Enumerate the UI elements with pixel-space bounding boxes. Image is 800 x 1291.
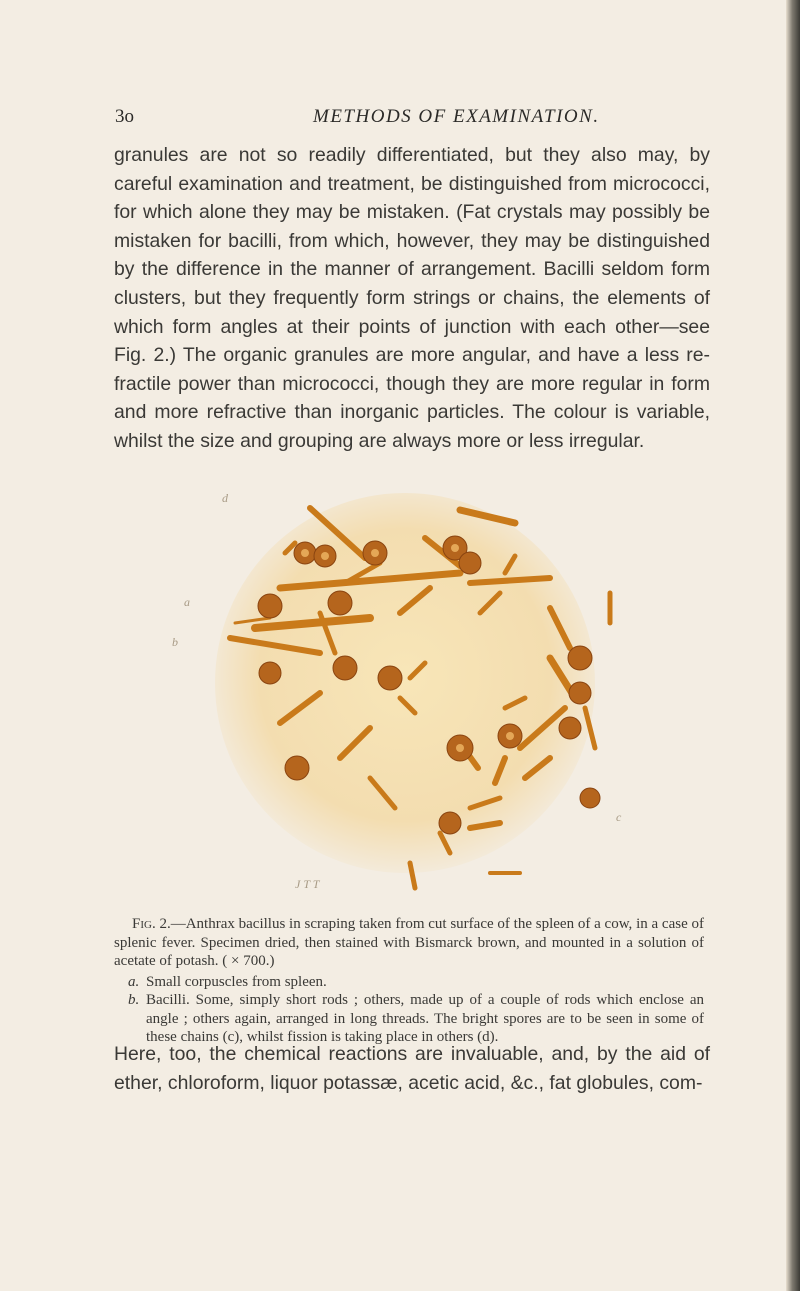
legend-key: b.	[128, 992, 140, 1008]
figure-artist-initials: J T T	[295, 877, 320, 891]
page-number: 3o	[115, 106, 134, 127]
spore	[456, 744, 464, 752]
running-head: METHODS OF EXAMINATION.	[313, 106, 600, 127]
figure-anthrax-bacillus	[170, 478, 640, 898]
corpuscle	[439, 812, 461, 834]
corpuscle	[378, 666, 402, 690]
corpuscle	[580, 788, 600, 808]
legend-text: Bacilli. Some, simply short rods ; others, made up of a couple of rods which enclose an angle ; others again, arranged in long threads. The bright spores are to be seen in some of these chains (c), whilst fission is taking place in others (d).	[146, 992, 704, 1045]
corpuscle	[259, 662, 281, 684]
corpuscle	[568, 646, 592, 670]
corpuscle	[459, 552, 481, 574]
page-edge	[786, 0, 800, 1291]
figure-caption	[114, 915, 704, 1047]
paragraph: granules are not so readily differentiated, but they also may, by careful examination and treatment, be distinguished from micrococci, for which alone they may be mistaken. (Fat crystals may possibly be mistaken for bacilli, from which, however, they may be distinguished by the difference in the manner of arrangement. Bacilli seldom form clusters, but they frequently form strings or chains, the elements of which form angles at their points of junction with each other—see Fig. 2.) The organic granules are more angular, and have a less re-fractile power than micrococci, though they are more regular in form and more refractive than inorganic particles. The colour is variable, whilst the size and grouping are always more or less irregular.	[114, 144, 710, 452]
figure-label-a: a	[184, 595, 190, 609]
corpuscle	[258, 594, 282, 618]
legend-item-a	[128, 973, 704, 992]
spore	[451, 544, 459, 552]
body-text-continued	[114, 1040, 710, 1098]
corpuscle	[285, 756, 309, 780]
corpuscle	[569, 682, 591, 704]
legend-text: Small corpuscles from spleen.	[146, 973, 327, 990]
caption-figure-ref: Fig. 2.	[132, 916, 171, 932]
spore	[301, 549, 309, 557]
caption-title: —Anthrax bacillus in scraping taken from cut surface of the spleen of a cow, in a case of splenic fever. Specimen dried, then stained with Bismarck brown, and mounted in a solution of acetate of potash. ( × 700.)	[114, 916, 704, 969]
micrograph-illustration	[170, 478, 640, 898]
page-header	[115, 106, 675, 134]
caption-legend	[114, 973, 704, 1047]
legend-item-b	[128, 991, 704, 1047]
body-text	[114, 141, 710, 456]
paragraph: Here, too, the chemical reactions are invaluable, and, by the aid of ether, chloroform, liquor potassæ, acetic acid, &c., fat globules, com-	[114, 1043, 710, 1094]
spore	[371, 549, 379, 557]
figure-label-d: d	[222, 491, 228, 505]
figure-label-c: c	[616, 810, 622, 824]
legend-key: a.	[128, 973, 140, 990]
figure-label-b: b	[172, 635, 178, 649]
caption-text	[114, 915, 704, 971]
corpuscle	[333, 656, 357, 680]
spore	[506, 732, 514, 740]
corpuscle	[328, 591, 352, 615]
corpuscle	[559, 717, 581, 739]
spore	[321, 552, 329, 560]
